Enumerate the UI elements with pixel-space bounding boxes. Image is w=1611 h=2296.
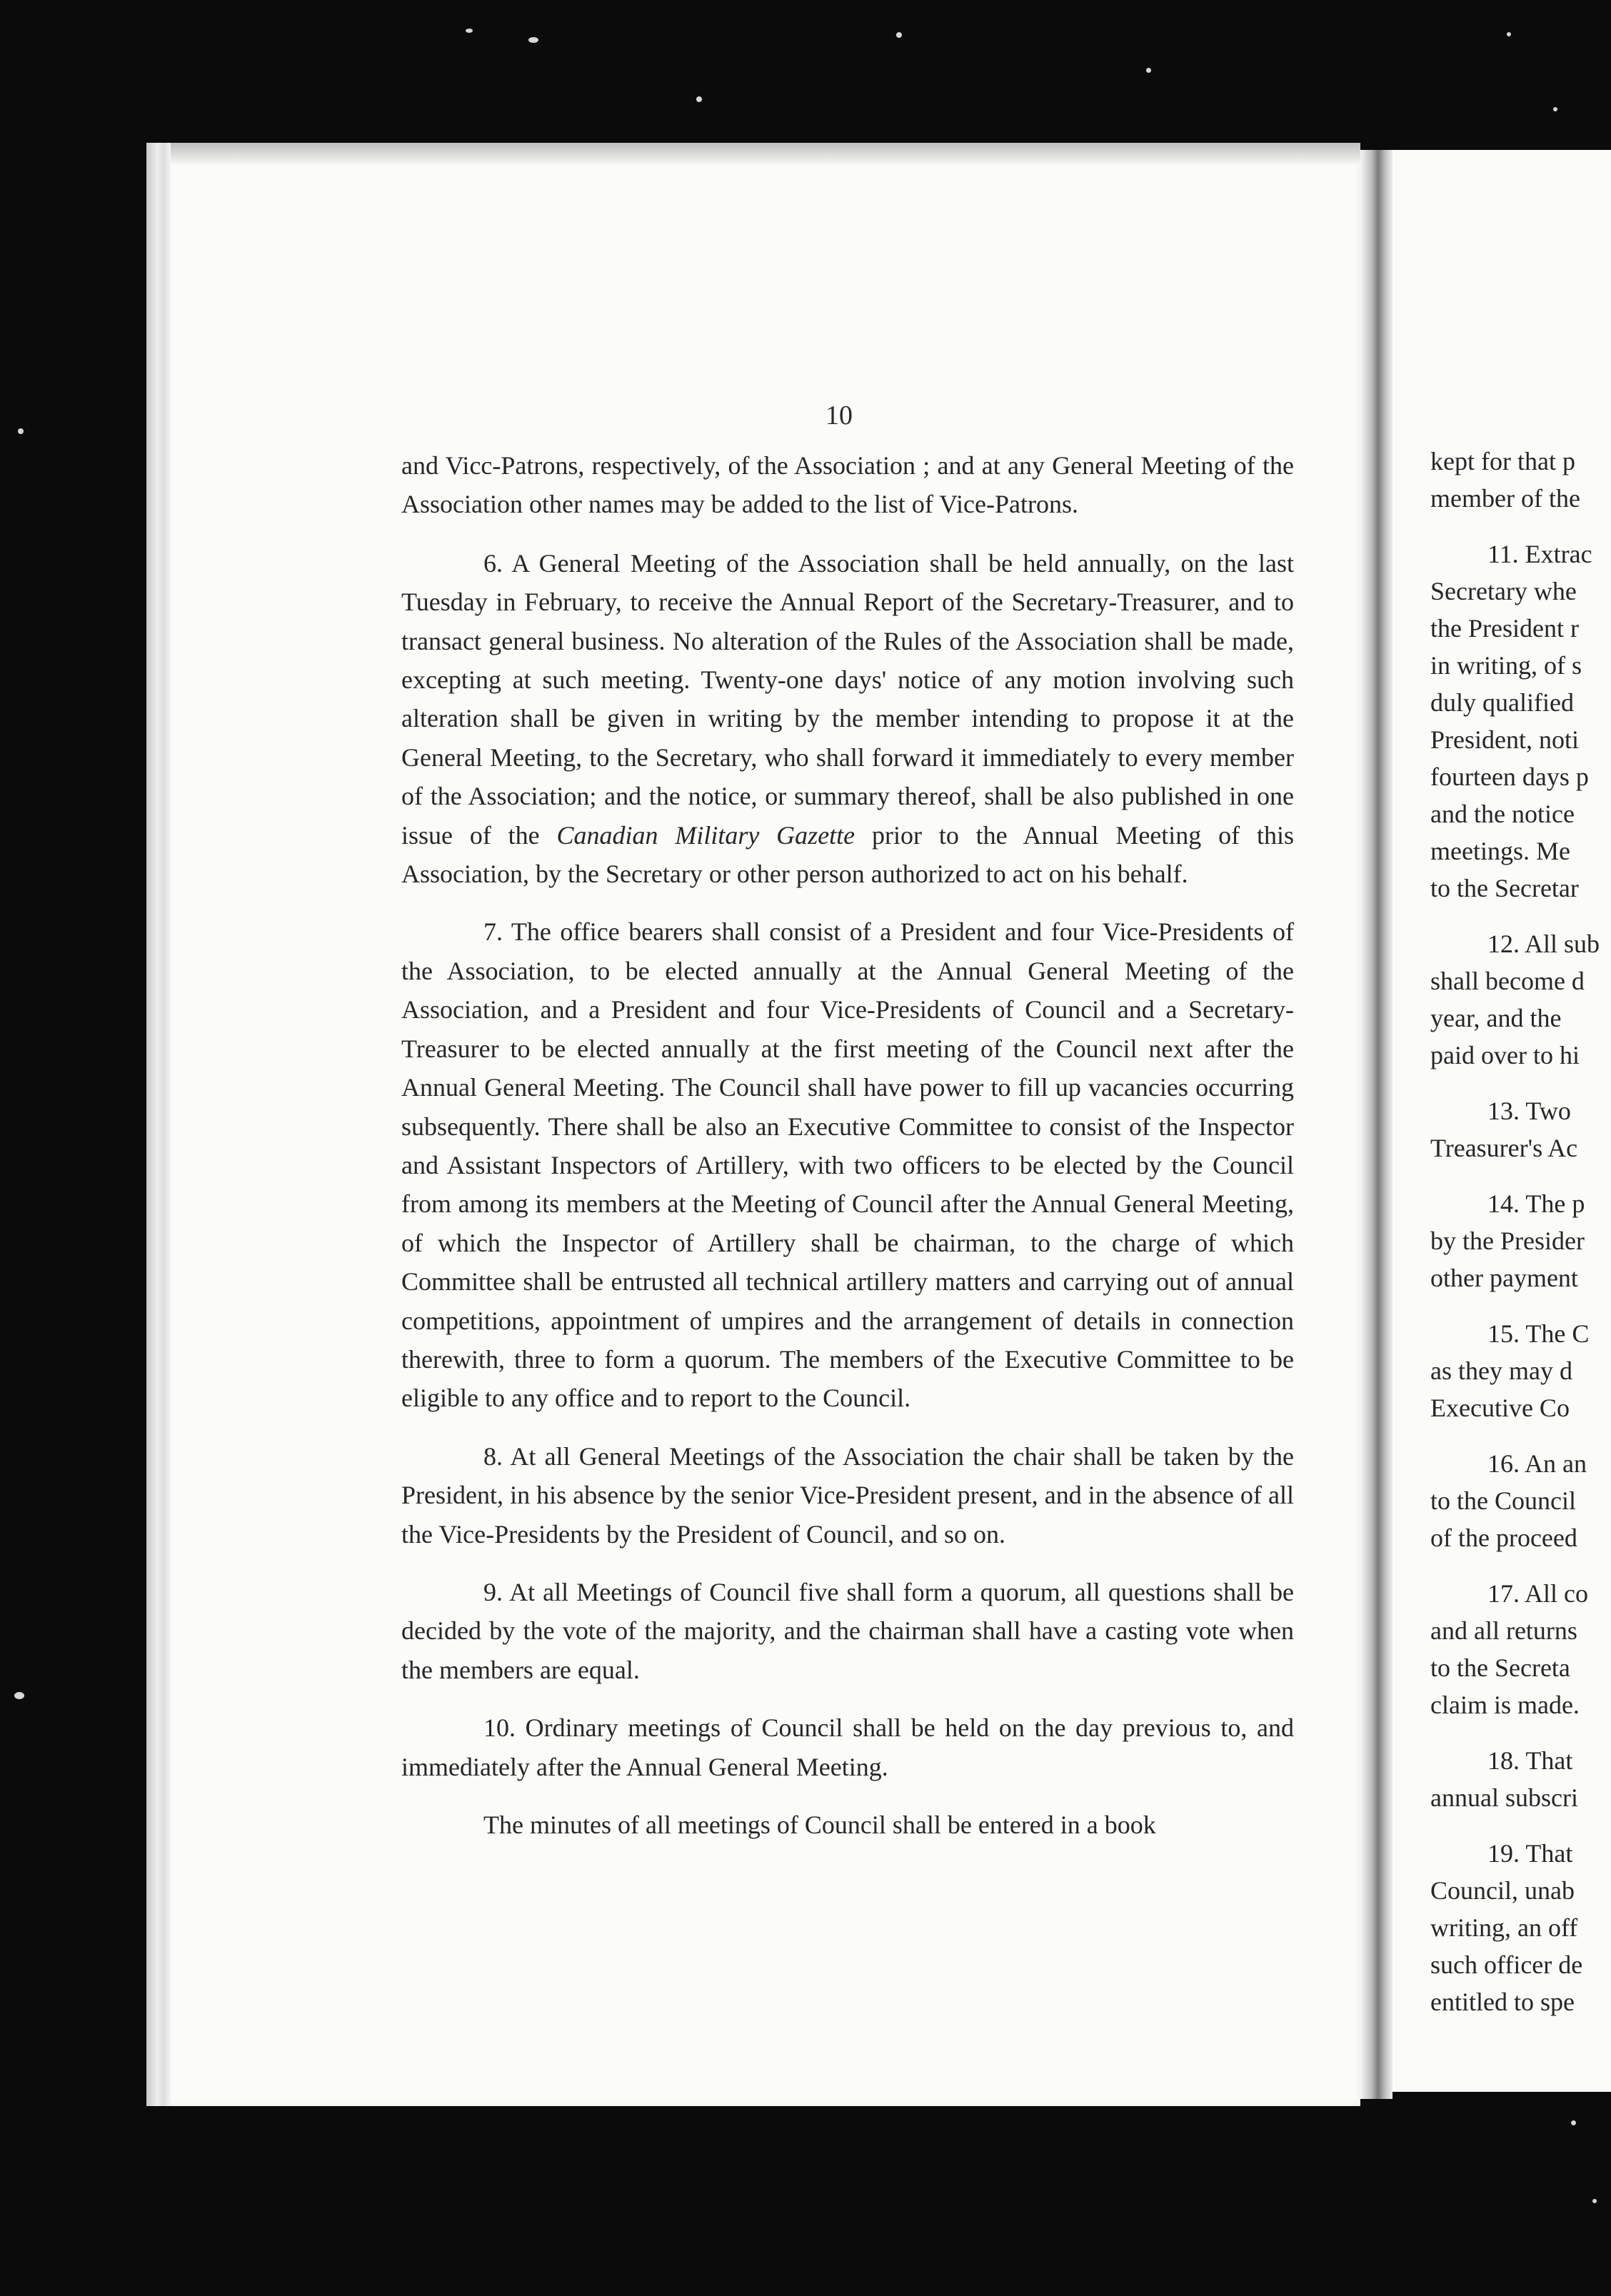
paragraph-gap	[1430, 1816, 1611, 1835]
rule-9-paragraph: 9. At all Meetings of Council five shall form a quorum, all questions shall be decided by the vote of the majority, and the chairman shall have a casting vote when the members are equal.	[401, 1577, 1294, 1684]
right-page-text	[1430, 443, 1611, 2020]
scan-speck	[1592, 2199, 1597, 2203]
rule-6-text: 6. A General Meeting of the Association shall be held annually, on the last Tuesday in February, to receive the Annual Report of the Secretary-Treasurer, and to transact general business. No alteration of the Rules of the Association shall be made, excepting at such meeting. Twenty-one days' notice of any motion involving such alteration shall be given in writing by the member intending to propose it at the General Meeting, to the Secretary, who shall forward it immediately to every member of the Association; and the notice, or summary thereof, shall be also published in one issue of the	[401, 548, 1294, 850]
paragraph-gap	[1430, 1426, 1611, 1445]
scan-speck	[1553, 107, 1557, 111]
right-page-line: entitled to spe	[1430, 1988, 1575, 2016]
scan-speck	[696, 96, 702, 102]
rule-7-paragraph: 7. The office bearers shall consist of a President and four Vice-Presidents of the Association, to be elected annually at the Annual General Meeting of the Association, and a President and four Vice-Presidents of Council and a Secretary-Treasurer to be elected annually at the first meeting of the Council next after the Annual General Meeting. The Council shall have power to fill up vacancies occurring subsequently. There shall be also an Executive Committee to consist of the Inspector and Assistant Inspectors of Artillery, with two officers to be elected by the Council from among its members at the Meeting of Council after the Annual General Meeting, of which the Inspector of Artillery shall be chairman, to the charge of which Committee shall be entrusted all technical artillery matters and carrying out of annual competitions, appointment of umpires and the arrangement of details in connection therewith, three to form a quorum. The members of the Executive Committee to be eligible to any office and to report to the Council.	[401, 917, 1294, 1413]
right-page-line: 14. The p	[1487, 1189, 1585, 1218]
scan-speck	[528, 37, 538, 43]
right-page-line: 11. Extrac	[1487, 540, 1592, 568]
right-page-line: 12. All sub	[1487, 930, 1600, 958]
left-page-text	[401, 446, 1294, 1863]
right-page-line: 19. That	[1487, 1839, 1573, 1868]
rule-6-text-end: prior to the Annual Meeting of this Association, by the Secretary or other person authorized to act on his behalf.	[401, 820, 1294, 889]
rule-8-paragraph: 8. At all General Meetings of the Association the chair shall be taken by the President, in his absence by the senior Vice-President present, and in the absence of all the Vice-Presidents by the President of Council, and so on.	[401, 1441, 1294, 1549]
right-page-line: the President r	[1430, 614, 1579, 643]
right-page-line: 13. Two	[1487, 1097, 1571, 1125]
page-number: 10	[825, 401, 853, 430]
right-page-line: other payment	[1430, 1264, 1578, 1292]
opening-paragraph: and Vicc-Patrons, respectively, of the Association ; and at any General Meeting of the Association other names may be added to the list of Vice-Patrons.	[401, 451, 1294, 519]
minutes-paragraph: The minutes of all meetings of Council shall be entered in a book	[483, 1811, 1156, 1839]
left-page-side-edge	[146, 143, 171, 2106]
scan-speck	[896, 32, 902, 38]
scan-speck	[1571, 2120, 1576, 2125]
scan-speck	[1507, 32, 1511, 36]
right-page-line: Executive Co	[1430, 1394, 1570, 1422]
paragraph-gap	[1430, 1296, 1611, 1315]
paragraph-gap	[1430, 1167, 1611, 1185]
right-page-line: 17. All co	[1487, 1579, 1588, 1608]
right-page-line: in writing, of s	[1430, 651, 1582, 680]
right-page-line: shall become d	[1430, 967, 1585, 995]
left-page-top-edge	[146, 143, 1360, 164]
paragraph-gap	[1430, 1556, 1611, 1575]
right-page-line: member of the	[1430, 484, 1580, 513]
right-page-line: to the Secretar	[1430, 874, 1579, 902]
rule-6-paragraph	[401, 544, 1294, 894]
right-page-line: President, noti	[1430, 725, 1579, 754]
paragraph-gap	[1430, 907, 1611, 925]
scan-speck	[18, 428, 24, 434]
scan-speck	[14, 1692, 24, 1699]
right-page-line: meetings. Me	[1430, 837, 1570, 865]
right-page-line: such officer de	[1430, 1950, 1583, 1979]
right-page-line: claim is made.	[1430, 1691, 1580, 1719]
right-page-line: Treasurer's Ac	[1430, 1134, 1578, 1162]
scan-speck	[1146, 68, 1151, 73]
right-page-line: to the Secreta	[1430, 1653, 1570, 1682]
gazette-title: Canadian Military Gazette	[556, 820, 855, 850]
right-page-line: kept for that p	[1430, 447, 1575, 475]
right-page-line: 16. An an	[1487, 1449, 1587, 1478]
right-page-line: fourteen days p	[1430, 762, 1589, 791]
right-page-line: writing, an off	[1430, 1913, 1578, 1942]
rule-10-paragraph: 10. Ordinary meetings of Council shall be held on the day previous to, and immediately after the Annual General Meeting.	[401, 1713, 1294, 1781]
right-page-line: duly qualified	[1430, 688, 1574, 717]
right-page-line: paid over to hi	[1430, 1041, 1580, 1069]
right-page-line: and all returns	[1430, 1616, 1577, 1645]
right-page-line: of the proceed	[1430, 1524, 1577, 1552]
right-page-line: 18. That	[1487, 1746, 1573, 1775]
paragraph-gap	[1430, 1074, 1611, 1092]
right-page-line: and the notice	[1430, 800, 1575, 828]
right-page-line: Secretary whe	[1430, 577, 1577, 605]
book-gutter	[1360, 150, 1392, 2099]
right-page-line: 15. The C	[1487, 1319, 1590, 1348]
right-page-line: annual subscri	[1430, 1783, 1578, 1812]
right-page-line: to the Council	[1430, 1486, 1576, 1515]
right-page-line: as they may d	[1430, 1356, 1572, 1385]
right-page-line: by the Presider	[1430, 1227, 1585, 1255]
right-page-line: Council, unab	[1430, 1876, 1575, 1905]
paragraph-gap	[1430, 1723, 1611, 1742]
right-page-line: year, and the	[1430, 1004, 1562, 1032]
scan-speck	[466, 29, 473, 33]
paragraph-gap	[1430, 517, 1611, 535]
